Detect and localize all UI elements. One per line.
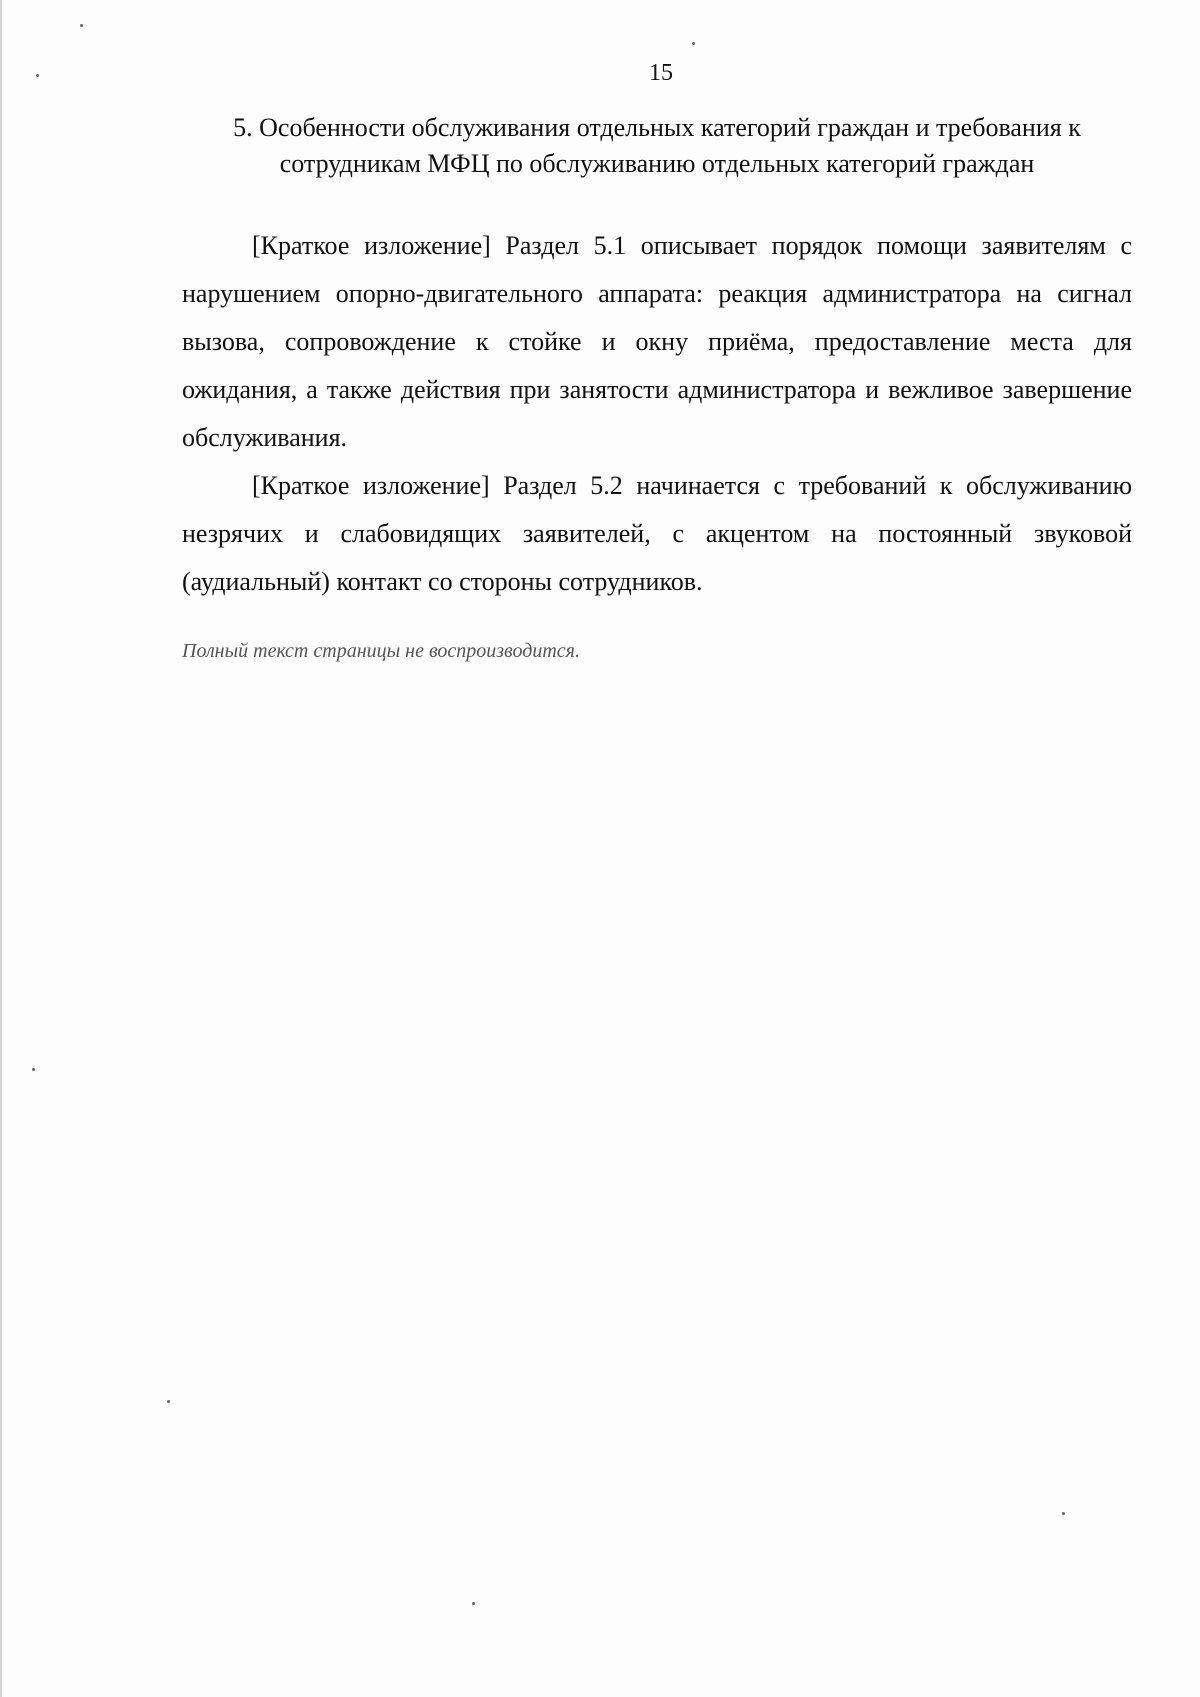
scan-speck <box>692 42 695 45</box>
summary-paragraph-1: [Краткое изложение] Раздел 5.1 описывает порядок помощи заявителям с нарушением опорно-двигательного аппарата: реакция администратора на сигнал вызова, сопровождение к стойке и окну приёма, предоставление места для ожидания, а также действия при занятости администратора и вежливое завершение обслуживания. <box>182 231 1132 452</box>
scan-speck <box>36 74 39 77</box>
page-number: 15 <box>649 60 673 86</box>
scan-speck <box>32 1068 35 1071</box>
summary-paragraph-2: [Краткое изложение] Раздел 5.2 начинается с требований к обслуживанию незрячих и слабовидящих заявителей, с акцентом на постоянный звуковой (аудиальный) контакт со стороны сотрудников. <box>182 471 1132 596</box>
document-body <box>182 110 1132 686</box>
scan-speck <box>167 1400 170 1403</box>
scan-speck <box>472 1602 475 1605</box>
scan-speck <box>1062 1512 1065 1515</box>
omission-note: Полный текст страницы не воспроизводится. <box>182 640 580 662</box>
section-heading: 5. Особенности обслуживания отдельных категорий граждан и требования к сотрудникам МФЦ по обслуживанию отдельных категорий граждан <box>233 113 1081 178</box>
scan-speck <box>80 24 83 27</box>
